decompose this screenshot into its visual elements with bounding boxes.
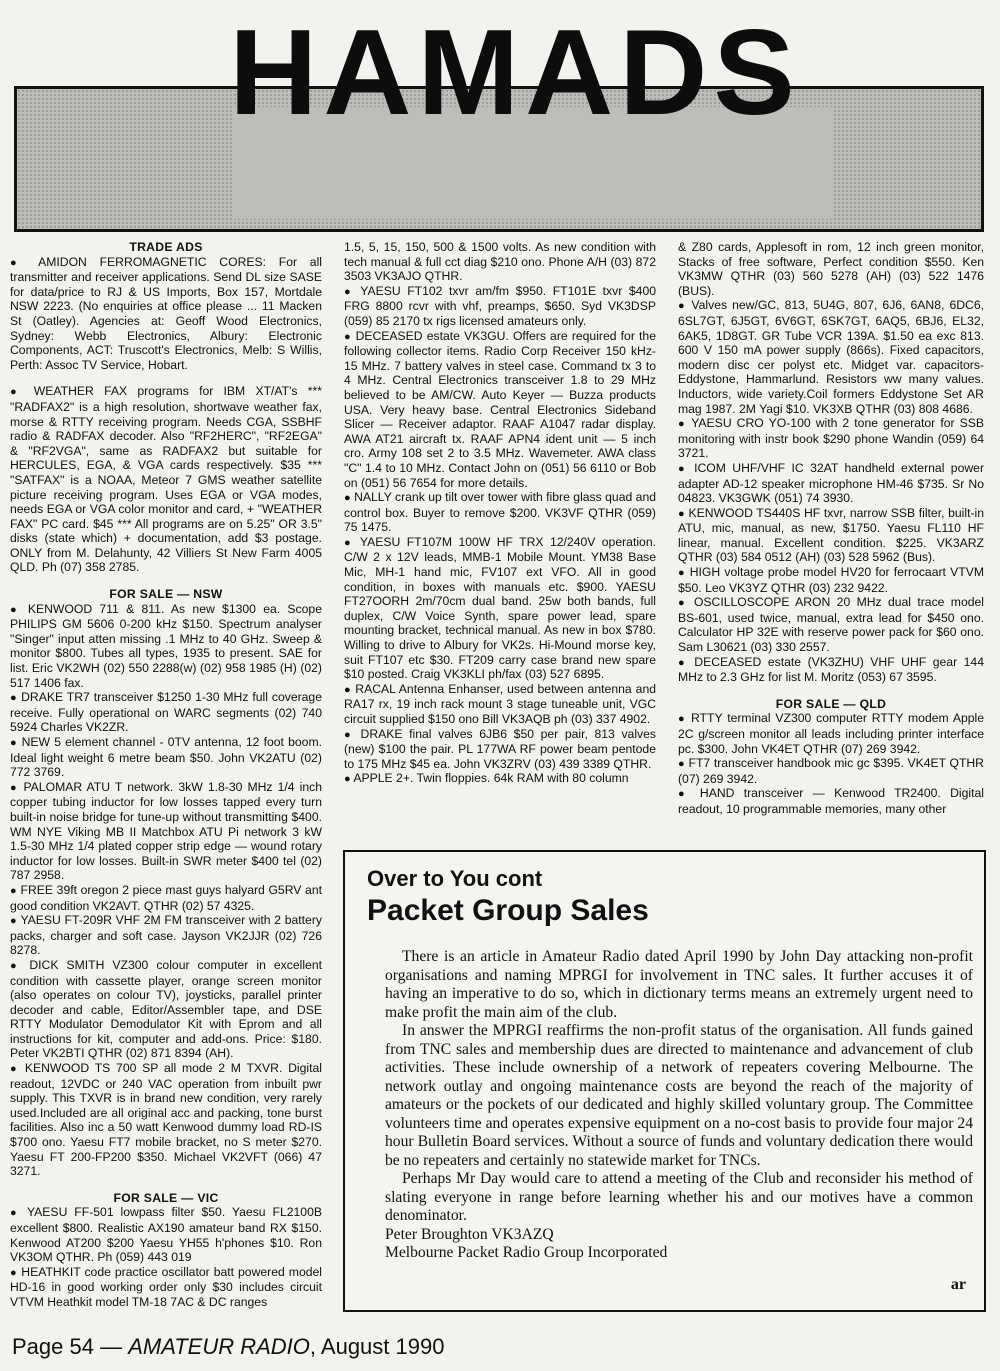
bullet-icon: ● [344,285,354,298]
classified-ad [10,690,322,735]
classified-ad [678,756,984,786]
ad-text: Valves new/GC, 813, 5U4G, 807, 6J6, 6AN8, 6DC6, 6SL7GT, 6J5GT, 6V6GT, 6SK7GT, 6AQ5, 6BJ6, EL32, 6AK5, 1D8GT. GR Tube VCR 139A. $1.50 ea exc 813. 600 V 150 mA power supply (866s). Fixed capacitors, modern disc cer polyst etc. Midget var. capacitors-Eddystone, Hammarlund. Resistors ww many values. Inductors, wide variety.Coil formers Eddystone Set AR mag 1987. 2M Yagi $10. VK3XB QTHR (03) 808 4686. [678,298,984,416]
classified-ad [344,727,656,772]
classified-ad [344,535,656,682]
section-heading: FOR SALE — QLD [775,696,887,711]
bullet-icon: ● [678,656,688,669]
box-paragraph: There is an article in Amateur Radio dated April 1990 by John Day attacking non-profit organisations and naming MPRGI for involvement in TNC sales. It further accuses it of having an imperative to do so, which in dictionary terms means an extremely urgent need to make profit the main aim of the club. [385,948,973,1021]
signature-org: Melbourne Packet Radio Group Incorporated [385,1244,668,1261]
bullet-icon: ● [10,386,24,399]
column-1 [10,240,322,1310]
classified-ad [10,255,322,373]
bullet-icon: ● [10,737,18,749]
bullet-icon: ● [10,256,27,269]
bullet-icon: ● [10,915,17,928]
classified-ad [10,780,322,883]
bullet-icon: ● [10,1266,18,1279]
section-heading: FOR SALE — NSW [109,587,223,602]
ad-text: YAESU FF-501 lowpass filter $50. Yaesu FL2100B excellent $800. Realistic AX190 amateur band RX $150. Kenwood AT200 $200 Yaesu YH55 h'phones $10. Ron VK3OM QTHR. Ph (059) 443 019 [10,1205,322,1265]
page-footer [12,1334,444,1360]
box-title: Packet Group Sales [367,894,649,927]
ad-text: AMIDON FERROMAGNETIC CORES: For all transmitter and receiver applications. Send DL size SASE for data/price to RJ & US Imports, Box 157, Mortdale NSW 2223. (No enquiries at office please ... 11 Macken St (Oatley). Agencies at: Geoff Wood Electronics, Sydney: Webb Electronics, Albury: Electronic Components, ACT: Truscott's Electronics, Melb: S Willis, Perth: Assoc TV Service, Hobart. [10,254,322,372]
column-2 [344,240,656,787]
ad-text: YAESU CRO YO-100 with 2 tone generator for SSB monitoring with instr book $290 phone Wandin (059) 64 3721. [678,416,984,461]
continued-ad-text: & Z80 cards, Applesoft in rom, 12 inch green monitor, Stacks of free software, Perfect condition $550. Ken VK3MW QTHR (03) 560 5278 (AH) (03) 522 1476 (BUS). [678,240,984,298]
ad-text: YAESU FT107M 100W HF TRX 12/240V operation. C/W 2 x 12V leads, MMB-1 Mobile Mount. YM38 Base Mic, MH-1 hand mic, FV107 ext VFO. All in good condition, in boxes with manuals etc. $900. YAESU FT27OORH 2m/70cm dual band. 25w both bands, full duplex, C/W Voice Synth, spare power lead, spare mounting bracket, technical manual. As new in box $780. Willing to drive to Albury for VK2s. Hi-Mound morse key, suit FT107 etc $30. FT209 carry case brand new spare $10 posted. Craig VK3KLI ph/fax (03) 527 6895. [344,534,656,682]
classified-ad [678,416,984,461]
classified-ad [10,384,322,575]
bullet-icon: ● [678,300,687,313]
signature-name: Peter Broughton VK3AZQ [385,1225,554,1243]
ad-text: WEATHER FAX programs for IBM XT/AT's *** "RADFAX2" is a high resolution, shortwave weather fax, morse & RTTY receiving program. Needs CGA, SSBHF radio & RADFAX decoder. Also "RF2HERC", "RF2EGA" & "RF2VGA", same as RADFAX2 but suitable for HERCULES, EGA, & VGA cards respectively. $35 *** "SATFAX" is a NOAA, Meteor 7 GMS weather satellite picture receiving program. Uses EGA or VGA modes, needs EGA or VGA color monitor and card, + "WEATHER FAX" PC card. $45 *** All programs are on 5.25" OR 3.5" disks (state which) + documentation, add $3 postage. ONLY from M. Delahunty, 42 Villiers St New Farm 4005 QLD. Ph (07) 358 2785. [10,384,322,575]
ad-text: KENWOOD TS 700 SP all mode 2 M TXVR. Digital readout, 12VDC or 240 VAC operation from inbuilt pwr supply. This TXVR is in brand new condition, very rarely used.Included are all original acc and packing, tone burst facilities. Also inc a 50 watt Kenwood dummy load RD-IS $700 ono. Yaesu FT7 mobile bracket, no S meter $270. Yaesu FT 200-FP200 $350. Michael VK2VFT (066) 47 3271. [10,1061,323,1179]
bullet-icon: ● [10,692,18,705]
ad-text: DECEASED estate VK3GU. Offers are required for the following collector items. Radio Corp Receiver 150 kHz-15 MHz. 7 battery valves in steel case. Command tx 3 to 4 MHz. Central Electronics transceiver 1.8 to 29 MHz believed to be AM/CW. Auto Keyer — Buzza products USA. Very heavy base. Central Electronics Sideband Slicer — Receiver adaptor. RAAF A1047 radar display. AWA AT21 aircraft tx. RAAF APN4 ident unit — 5 inch cro. Army 108 set 2 to 3.5 MHz. Wavemeter. AWA class "C" 1.4 to 10 MHz. Contact John on (051) 56 6110 or Bob on (051) 56 7654 for more details. [344,328,656,490]
ad-text: HEATHKIT code practice oscillator batt powered model HD-16 in good working order only $30 includes circuit VTVM Heathkit model TM-18 7AC & DC ranges [10,1264,322,1309]
classified-ad [678,655,984,685]
ad-text: DRAKE final valves 6JB6 $50 per pair, 813 valves (new) $100 the pair. PL 177WA RF power beam pentode to 175 MHz $45 ea. John VK3ZRV (03) 439 3389 QTHR. [344,726,657,771]
ad-text: KENWOOD TS440S HF txvr, narrow SSB filter, built-in ATU, mic, manual, as new, $1750. Yaesu FL110 HF linear, manual. Excellent condition. $225. VK3ARZ QTHR (03) 584 0512 (AH) (03) 528 5962 (Bus). [678,505,984,565]
classified-ad [10,1265,322,1310]
classified-ad [678,298,984,416]
bullet-icon: ● [10,1207,21,1220]
classified-ad [678,595,984,654]
classified-ad [10,1205,322,1264]
ad-text: RTTY terminal VZ300 computer RTTY modem Apple 2C g/screen monitor all leads including printer interface pc. $300. John VK4ET QTHR (07) 269 3942. [678,711,984,756]
box-body [385,948,973,1263]
ad-text: RACAL Antenna Enhanser, used between antenna and RA17 rx, 19 inch rack mount 3 stage tuneable unit, VGC circuit supplied $150 ono Bill VK3AQB ph (03) 337 4902. [344,681,656,726]
bullet-icon: ● [344,728,354,741]
classified-ad [678,506,984,565]
over-to-you-box [343,850,986,1312]
bullet-icon: ● [10,781,19,794]
classified-ad [344,490,656,535]
box-kicker: Over to You cont [367,866,543,891]
bullet-icon: ● [678,507,685,520]
bullet-icon: ● [10,884,17,897]
bullet-icon: ● [678,713,687,726]
ad-text: FREE 39ft oregon 2 piece mast guys halyard G5RV ant good condition VK2AVT. QTHR (02) 57 4325. [10,882,322,913]
footer-page: Page 54 — [12,1334,129,1359]
ad-text: HAND transceiver — Kenwood TR2400. Digital readout, 10 programmable memories, many other [678,786,984,816]
bullet-icon: ● [678,462,688,475]
classified-ad [678,461,984,506]
continued-ad-text: 1.5, 5, 15, 150, 500 & 1500 volts. As new condition with tech manual & full cct diag $210 ono. Phone A/H (03) 872 3503 VK3AJO QTHR. [344,240,656,284]
ad-text: OSCILLOSCOPE ARON 20 MHz dual trace model BS-601, used twice, manual, extra lead for $450 ono. Calculator HP 32E with reserve power pack for $60 ono. Sam L30621 (03) 330 2557. [678,595,984,655]
banner-title: HAMADS [229,4,801,140]
box-paragraph: In answer the MPRGI reaffirms the non-profit status of the organisation. All funds gained from TNC sales and membership dues are directed to maintenance and advancement of club activities. These include ownership of a network of repeaters covering Melbourne. The network outlay and ongoing maintenance costs are beyond the reach of the majority of amateurs or the pockets of our dedicated and highly skilled voluntary group. The Committee volunteers time and operates expensive equipment on a no-cost basis to provide four major 24 hour Bulletin Board services. Without a source of funds and voluntary dedication there would be no repeaters and certainly no statewide market for TNCs. [385,1022,973,1169]
box-paragraph: Perhaps Mr Day would care to attend a meeting of the Club and reconsider his method of slating everyone in range before learning whether his and our motives have a common denominator. [385,1170,973,1224]
bullet-icon: ● [344,330,352,343]
footer-date: , August 1990 [309,1334,445,1359]
bullet-icon: ● [678,597,688,610]
ad-text: FT7 transceiver handbook mic gc $395. VK4ET QTHR (07) 269 3942. [678,756,984,786]
ad-text: DRAKE TR7 transceiver $1250 1-30 MHz full coverage receive. Fully operational on WARC segments (02) 740 5924 Charles VK2ZR. [10,690,322,735]
ad-text: APPLE 2+. Twin floppies. 64k RAM with 80 column [353,771,629,786]
end-mark: ar [950,1276,966,1293]
ad-text: HIGH voltage probe model HV20 for ferrocaart VTVM $50. Leo VK3YZ QTHR (03) 232 9422. [678,565,984,595]
box-signature [385,1226,973,1263]
classified-ad [10,883,322,913]
bullet-icon: ● [10,959,22,972]
section-heading: TRADE ADS [129,240,203,254]
ad-text: DECEASED estate (VK3ZHU) VHF UHF gear 144 MHz to 2.3 GHz for list M. Moritz (053) 67 3595. [678,654,984,685]
classified-ad [678,565,984,595]
bullet-icon: ● [344,536,354,549]
ad-text: NEW 5 element channel - 0TV antenna, 12 foot boom. Ideal light weight 6 metre beam $50. John VK2ATU (02) 772 3769. [10,735,322,780]
bullet-icon: ● [678,567,686,580]
classified-ad [344,284,656,329]
column-3 [678,240,984,817]
ad-text: YAESU FT-209R VHF 2M FM transceiver with 2 battery packs, charger and soft case. Jayson VK2JJR (02) 726 8278. [10,913,322,958]
bullet-icon: ● [10,603,21,616]
section-heading: FOR SALE — VIC [113,1190,219,1205]
classified-ad [10,1061,322,1179]
classified-ad [10,913,322,958]
ad-text: KENWOOD 711 & 811. As new $1300 ea. Scope PHILIPS GM 5606 0-200 kHz $150. Spectrum analyser "Singer" input atten missing .1 MHz to 40 GHz. Sweep & monitor $800. Tubes all types, 1935 to present. SAE for list. Eric VK2WH (02) 550 2288(w) (02) 958 1985 (H) (02) 517 1406 fax. [10,601,322,690]
classified-ad [344,682,656,727]
classified-ad [344,329,656,491]
classified-ad [10,602,322,691]
bullet-icon: ● [678,758,685,771]
classified-ad [678,711,984,756]
bullet-icon: ● [678,788,691,801]
bullet-icon: ● [344,683,352,696]
bullet-icon: ● [344,773,351,786]
ad-text: NALLY crank up tilt over tower with fibre glass quad and control box. Buyer to remove $200. VK3VF QTHR (059) 75 1475. [344,490,657,535]
classified-ad [678,786,984,816]
classified-ad [344,771,656,787]
bullet-icon: ● [678,418,687,431]
ad-text: ICOM UHF/VHF IC 32AT handheld external power adapter AD-12 speaker microphone HM-46 $735. Sr No 04823. VK3GWK (051) 74 3930. [678,460,985,506]
ad-text: YAESU FT102 txvr am/fm $950. FT101E txvr $400 FRG 8800 rcvr with vhf, preamps, $650. Syd VK3DSP (059) 85 2170 tx rigs licensed amateurs only. [344,283,657,328]
classified-ad [10,735,322,780]
ad-text: DICK SMITH VZ300 colour computer in excellent condition with cassette player, orange screen monitor (also operates on colour TV), joysticks, parallel printer decoder and cable, Editor/Assembler tape, and DSE RTTY Modulator Demodulator Kit with Eprom and all instructions for kit, computer and add-ons. Price: $180. Peter VK2BTI QTHR (02) 871 8394 (AH). [10,957,323,1061]
ad-text: PALOMAR ATU T network. 3kW 1.8-30 MHz 1/4 inch copper tubing inductor for low losses tapped every turn built-in noise bridge for tune-up without transmitting $400. WM NYE Viking MB II Matchbox ATU Pi network 3 kW 1.5-30 MHz 1/4 plated copper strip edge — wound rotary inductor for low losses. Built-in SWR meter $400 tel (02) 787 2958. [10,779,322,883]
bullet-icon: ● [10,1063,20,1076]
footer-publication: AMATEUR RADIO [128,1334,310,1359]
bullet-icon: ● [344,492,351,505]
classified-ad [10,958,322,1061]
